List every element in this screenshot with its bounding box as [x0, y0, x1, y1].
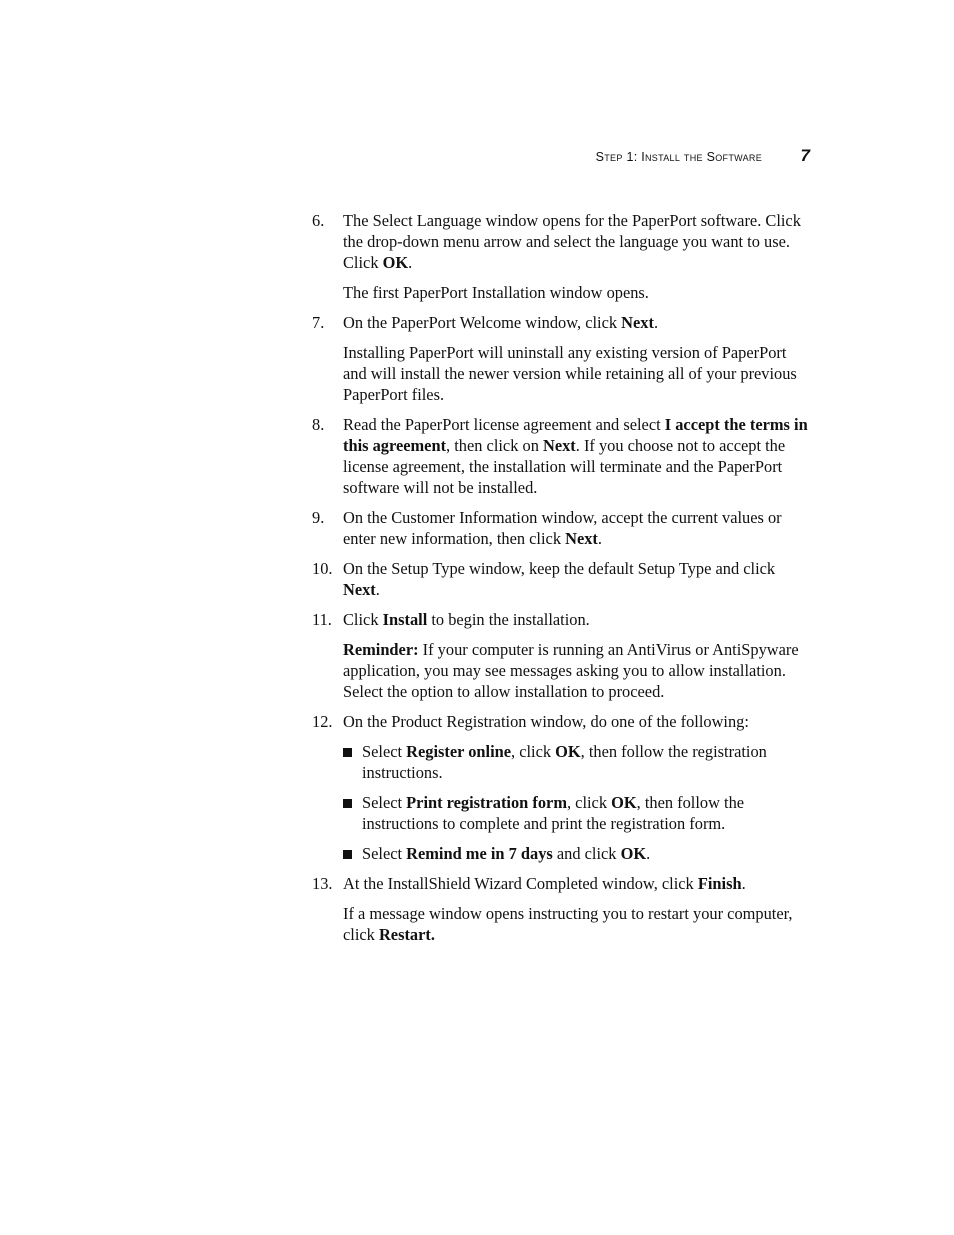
step-bold: I accept the terms in this agreement: [343, 415, 808, 455]
step-bold: Next: [542, 436, 576, 455]
step-number: 13.: [312, 874, 333, 893]
step-text: The Select Language window opens for the PaperPort software. Click the drop-down menu arrow and select the language you want to use. Click: [343, 211, 801, 272]
bullet-text: and click: [552, 844, 621, 863]
step-text: On the Product Registration window, do one of the following:: [343, 712, 749, 731]
bullet-bold: OK: [620, 844, 647, 863]
step-text: On the Customer Information window, accept the current values or enter new information, then click: [343, 508, 782, 548]
step-6-note: The first PaperPort Installation window opens.: [343, 283, 649, 302]
page-number: 7: [800, 146, 810, 165]
bullet-square-icon: [343, 850, 352, 859]
step-bold: Next: [343, 580, 376, 599]
step-bold: Next: [565, 529, 598, 548]
bullet-bold: Register online: [406, 742, 512, 761]
step-number: 11.: [312, 610, 332, 629]
bullet-text: Select: [362, 793, 407, 812]
step-number: 7.: [312, 313, 325, 332]
step-text: Read the PaperPort license agreement and select: [343, 415, 665, 434]
step-text: , then click on: [446, 436, 543, 455]
bullet-text: , then follow the instructions to complete and print the registration form.: [362, 793, 745, 833]
bullet-square-icon: [343, 799, 352, 808]
bullet-text: , click: [566, 793, 612, 812]
step-text: .: [375, 580, 380, 599]
bullet-bold: Print registration form: [406, 793, 567, 812]
bullet-text: , then follow the registration instructions.: [362, 742, 767, 782]
step-bold: Next: [621, 313, 654, 332]
step-bold: OK: [382, 253, 409, 272]
step-12: [312, 711, 812, 732]
bullet-print-registration: [312, 792, 812, 834]
note-text: If a message window opens instructing you to restart your computer, click: [343, 904, 793, 944]
step-6: [312, 210, 812, 273]
step-text: to begin the installation.: [427, 610, 590, 629]
step-7: [312, 312, 812, 333]
step-bold: Install: [382, 610, 428, 629]
bullet-remind-me: [312, 843, 812, 864]
step-text: At the InstallShield Wizard Completed window, click: [343, 874, 698, 893]
step-13: [312, 873, 812, 894]
bullet-square-icon: [343, 748, 352, 757]
step-text: .: [408, 253, 413, 272]
running-header: [560, 146, 810, 170]
step-bold: Finish: [697, 874, 742, 893]
bullet-text: Select: [362, 742, 407, 761]
reminder-text: If your computer is running an AntiVirus or AntiSpyware application, you may see messages asking you to allow installation. Select the option to allow installation to proceed.: [343, 640, 799, 701]
step-text: .: [597, 529, 602, 548]
bullet-text: .: [646, 844, 651, 863]
bullet-text: , click: [511, 742, 556, 761]
bullet-bold: OK: [555, 742, 581, 761]
bullet-register-online: [312, 741, 812, 783]
step-10: [312, 558, 812, 600]
step-number: 10.: [312, 559, 333, 578]
step-text: .: [653, 313, 659, 332]
bullet-text: Select: [362, 844, 407, 863]
step-text: . If you choose not to accept the license agreement, the installation will terminate and the PaperPort software will not be installed.: [343, 436, 786, 497]
step-9: [312, 507, 812, 549]
step-text: .: [741, 874, 746, 893]
header-title: Step 1: Install the Software: [595, 150, 762, 164]
step-number: 6.: [312, 211, 325, 230]
instructions-body: [312, 210, 812, 954]
step-11: [312, 609, 812, 630]
step-number: 12.: [312, 712, 333, 731]
bullet-bold: OK: [611, 793, 637, 812]
step-text: Click: [343, 610, 383, 629]
step-8: [312, 414, 812, 498]
step-text: On the Setup Type window, keep the default Setup Type and click: [343, 559, 776, 578]
bullet-bold: Remind me in 7 days: [406, 844, 553, 863]
reminder-label: Reminder:: [343, 640, 419, 659]
reminder-note: [312, 639, 812, 702]
step-text: On the PaperPort Welcome window, click: [343, 313, 622, 332]
step-7-note: Installing PaperPort will uninstall any existing version of PaperPort and will install the newer version while retaining all of your previous PaperPort files.: [343, 343, 797, 404]
note-bold: Restart.: [378, 925, 435, 944]
step-number: 9.: [312, 508, 325, 527]
step-13-note: [312, 903, 812, 945]
step-number: 8.: [312, 415, 325, 434]
